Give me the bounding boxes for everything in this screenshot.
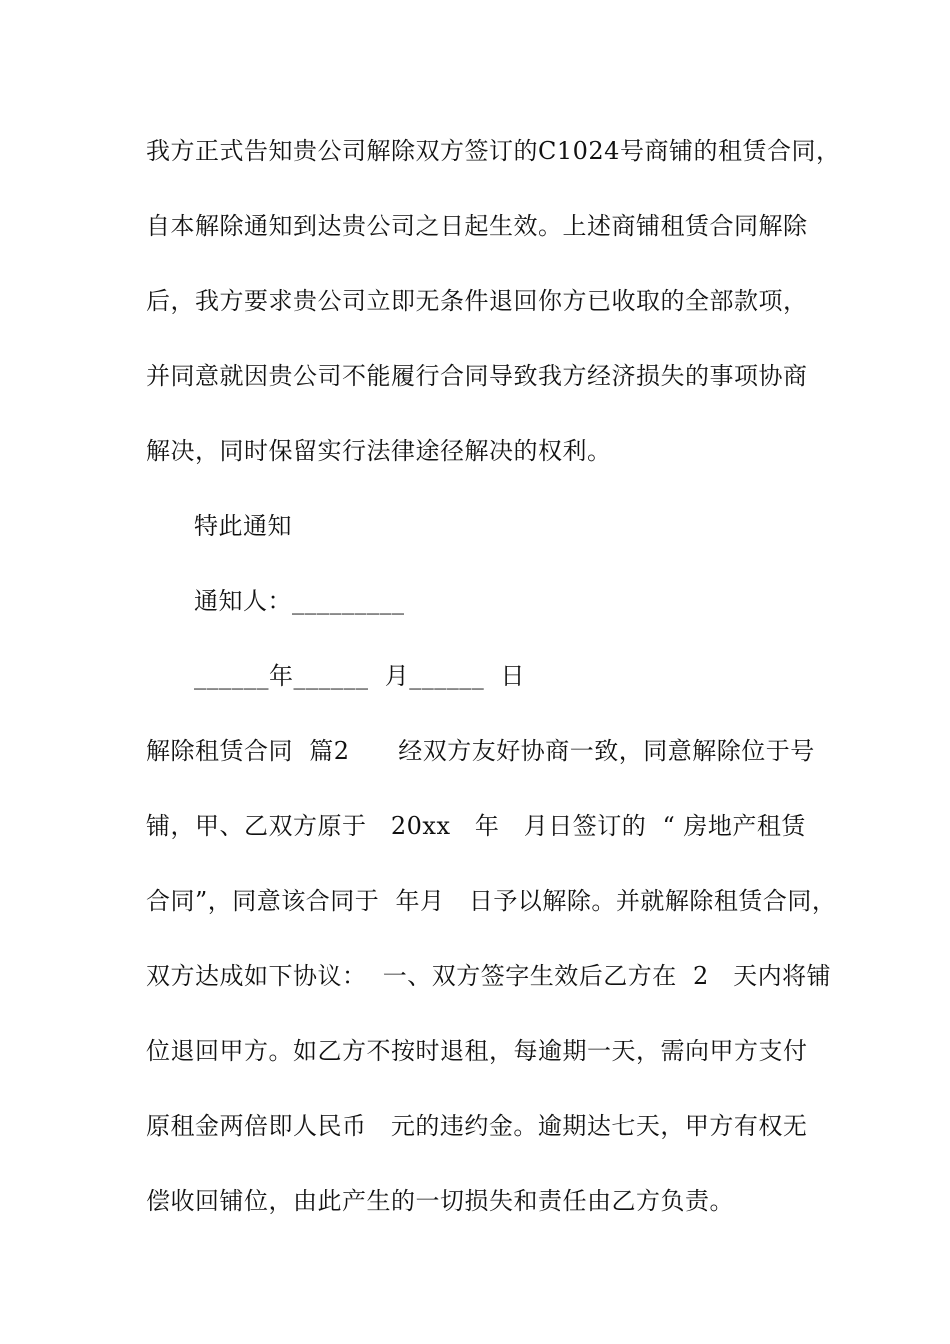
paragraph-line-2: 自本解除通知到达贵公司之日起生效。上述商铺租赁合同解除 (146, 212, 808, 240)
section-2-line-3: 合同”，同意该合同于 年月 日予以解除。并就解除租赁合同， (146, 887, 837, 915)
notice-heading: 特此通知 (194, 512, 292, 540)
paragraph-line-3: 后，我方要求贵公司立即无条件退回你方已收取的全部款项， (146, 287, 808, 315)
section-2-line-7: 偿收回铺位，由此产生的一切损失和责任由乙方负责。 (146, 1187, 734, 1215)
date-line: ______年______ 月______ 日 (194, 662, 526, 690)
paragraph-line-1: 我方正式告知贵公司解除双方签订的C1024号商铺的租赁合同， (146, 137, 841, 165)
section-2-line-1: 解除租赁合同 篇2 经双方友好协商一致，同意解除位于号 (146, 737, 815, 765)
section-2-line-4: 双方达成如下协议： 一、双方签字生效后乙方在 2 天内将铺 (146, 962, 832, 990)
section-2-line-2: 铺，甲、乙双方原于 20xx 年 月日签订的 “ 房地产租赁 (146, 812, 806, 840)
section-2-line-6: 原租金两倍即人民币 元的违约金。逾期达七天，甲方有权无 (146, 1112, 808, 1140)
section-2-line-5: 位退回甲方。如乙方不按时退租，每逾期一天，需向甲方支付 (146, 1037, 808, 1065)
notifier-signature-line: 通知人：_________ (194, 587, 405, 615)
paragraph-line-5: 解决，同时保留实行法律途径解决的权利。 (146, 437, 612, 465)
paragraph-line-4: 并同意就因贵公司不能履行合同导致我方经济损失的事项协商 (146, 362, 808, 390)
